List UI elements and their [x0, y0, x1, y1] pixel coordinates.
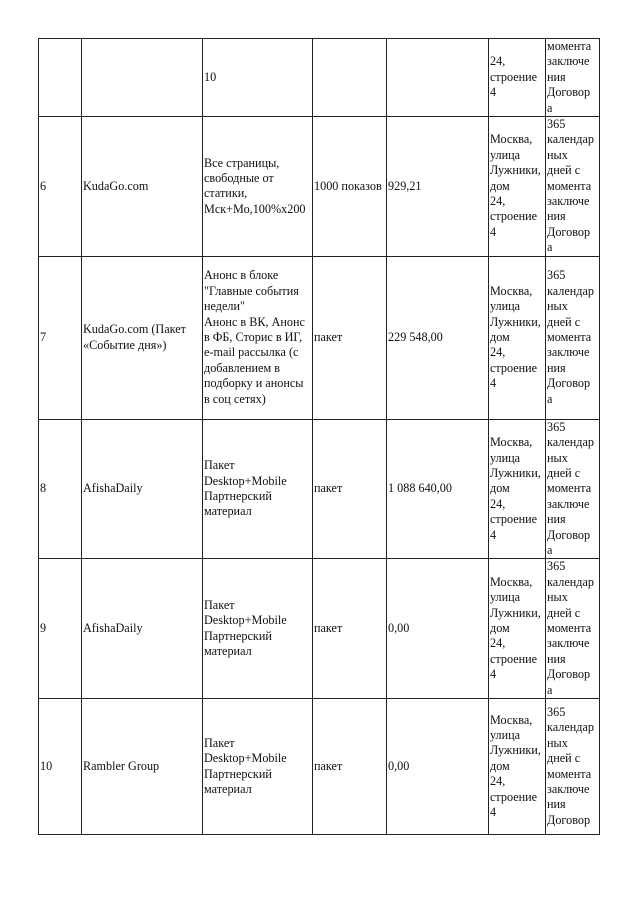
cell-address: Москва, улица Лужники, дом 24, строение 4: [489, 256, 546, 419]
cell-unit: пакет: [313, 559, 387, 699]
cell-term: момента заключе ния Договор а: [546, 39, 600, 117]
cell-price: 0,00: [387, 559, 489, 699]
cell-term: 365 календар ных дней с момента заключе ния Договор а: [546, 559, 600, 699]
table-row: [39, 559, 600, 699]
cell-unit: пакет: [313, 256, 387, 419]
cell-number: 10: [39, 699, 82, 835]
cell-address: 24, строение 4: [489, 39, 546, 117]
cell-format: 10: [203, 39, 313, 117]
cell-term: 365 календар ных дней с момента заключе ния Договор: [546, 699, 600, 835]
cell-format: Анонс в блоке "Главные события недели" Анонс в ВК, Анонс в ФБ, Сторис в ИГ, e-mail рассылка (с добавлением в подборку и анонсы в соц сетях): [203, 256, 313, 419]
cell-format: Пакет Desktop+Mobile Партнерский материал: [203, 559, 313, 699]
cell-site: KudaGo.com: [82, 117, 203, 257]
cell-site: AfishaDaily: [82, 419, 203, 559]
cell-address: Москва, улица Лужники, дом 24, строение 4: [489, 117, 546, 257]
pricing-table: [38, 38, 600, 835]
cell-number: 6: [39, 117, 82, 257]
cell-unit: [313, 39, 387, 117]
cell-site: [82, 39, 203, 117]
table-row: [39, 117, 600, 257]
cell-address: Москва, улица Лужники, дом 24, строение 4: [489, 559, 546, 699]
cell-unit: пакет: [313, 419, 387, 559]
cell-term: 365 календар ных дней с момента заключе ния Договор а: [546, 256, 600, 419]
cell-format: Все страницы, свободные от статики, Мск+Мо,100%х200: [203, 117, 313, 257]
cell-price: [387, 39, 489, 117]
cell-format: Пакет Desktop+Mobile Партнерский материал: [203, 419, 313, 559]
cell-price: 0,00: [387, 699, 489, 835]
cell-price: 229 548,00: [387, 256, 489, 419]
cell-number: [39, 39, 82, 117]
table-row: [39, 256, 600, 419]
cell-site: KudaGo.com (Пакет «Событие дня»): [82, 256, 203, 419]
cell-site: Rambler Group: [82, 699, 203, 835]
cell-unit: пакет: [313, 699, 387, 835]
cell-price: 1 088 640,00: [387, 419, 489, 559]
cell-address: Москва, улица Лужники, дом 24, строение 4: [489, 419, 546, 559]
table-row: [39, 699, 600, 835]
cell-number: 7: [39, 256, 82, 419]
cell-format: Пакет Desktop+Mobile Партнерский материал: [203, 699, 313, 835]
table-row: [39, 419, 600, 559]
cell-unit: 1000 показов: [313, 117, 387, 257]
cell-address: Москва, улица Лужники, дом 24, строение 4: [489, 699, 546, 835]
cell-term: 365 календар ных дней с момента заключе ния Договор а: [546, 117, 600, 257]
cell-number: 8: [39, 419, 82, 559]
cell-price: 929,21: [387, 117, 489, 257]
cell-term: 365 календар ных дней с момента заключе ния Договор а: [546, 419, 600, 559]
cell-site: AfishaDaily: [82, 559, 203, 699]
table-row-continuation: [39, 39, 600, 117]
cell-number: 9: [39, 559, 82, 699]
